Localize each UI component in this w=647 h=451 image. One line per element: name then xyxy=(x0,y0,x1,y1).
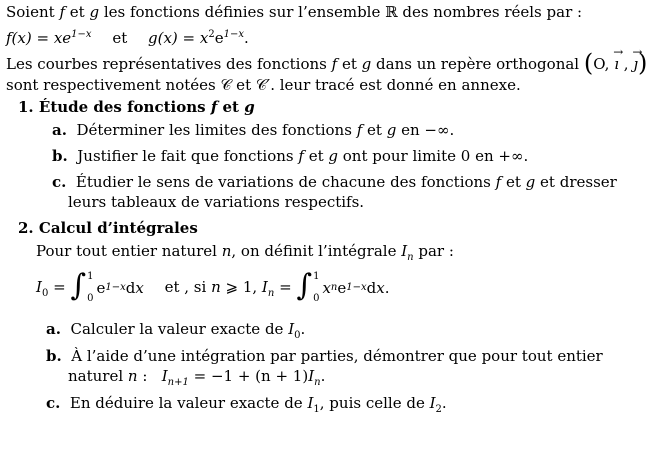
frame-origin: O, xyxy=(593,55,610,73)
integral-definitions: $I_0$ = ∫ 1 0 e 1−x d x et , si n ⩾ 1, $I_n$ = ∫ 1 0 x n e 1−x d x . xyxy=(36,268,390,304)
question-1c-line-2: leurs tableaux de variations respectifs. xyxy=(68,193,365,211)
intro-line-3: Les courbes représentatives des fonctions f et g dans un repère orthogonal (O, → ı , → ȷ) xyxy=(6,54,620,75)
g-definition: g(x) = x xyxy=(148,29,209,47)
intro-line-4: sont respectivement notées 𝒞 et 𝒞′. leur tracé est donné en annexe. xyxy=(6,76,521,94)
function-definitions: $f(x) = xe^{1-x}$ et $g(x) = x^2e^{1-x}$. xyxy=(6,29,249,47)
recurrence-formula: $I_{n+1} = -1 + (n + 1)I_n$. xyxy=(161,367,326,388)
f-definition: f(x) = xe xyxy=(6,29,72,47)
question-2b: b. À l’aide d’une intégration par parties, démontrer que pour tout entier xyxy=(46,347,603,365)
question-2a: a. Calculer la valeur exacte de $I_0$. xyxy=(46,320,306,341)
question-1c: c. Étudier le sens de variations de chacune des fonctions f et g et dresser xyxy=(52,173,617,191)
vector-i: → ı xyxy=(614,54,619,74)
vector-j: → ȷ xyxy=(633,54,638,74)
intro-line-1: Soient f et g les fonctions définies sur l’ensemble ℝ des nombres réels par : xyxy=(6,3,583,21)
question-1b: b. Justifier le fait que fonctions f et g ont pour limite 0 en +∞. xyxy=(52,147,529,165)
question-1a: a. Déterminer les limites des fonctions f et g en −∞. xyxy=(52,121,455,139)
section-2-title: 2. Calcul d’intégrales xyxy=(18,219,198,237)
section-1-title: 1. Étude des fonctions f et g xyxy=(18,98,255,116)
question-2b-line-2: naturel n : $I_{n+1} = -1 + (n + 1)I_n$. xyxy=(68,367,326,388)
question-2c: c. En déduire la valeur exacte de $I_1$, puis celle de $I_2$. xyxy=(46,394,447,415)
section-2-intro: Pour tout entier naturel n, on définit l’intégrale $I_n$ par : xyxy=(36,242,454,263)
integral-I0: ∫ 1 0 e 1−x d x xyxy=(70,268,144,304)
integral-In: ∫ 1 0 x n e 1−x d x . xyxy=(296,268,390,304)
